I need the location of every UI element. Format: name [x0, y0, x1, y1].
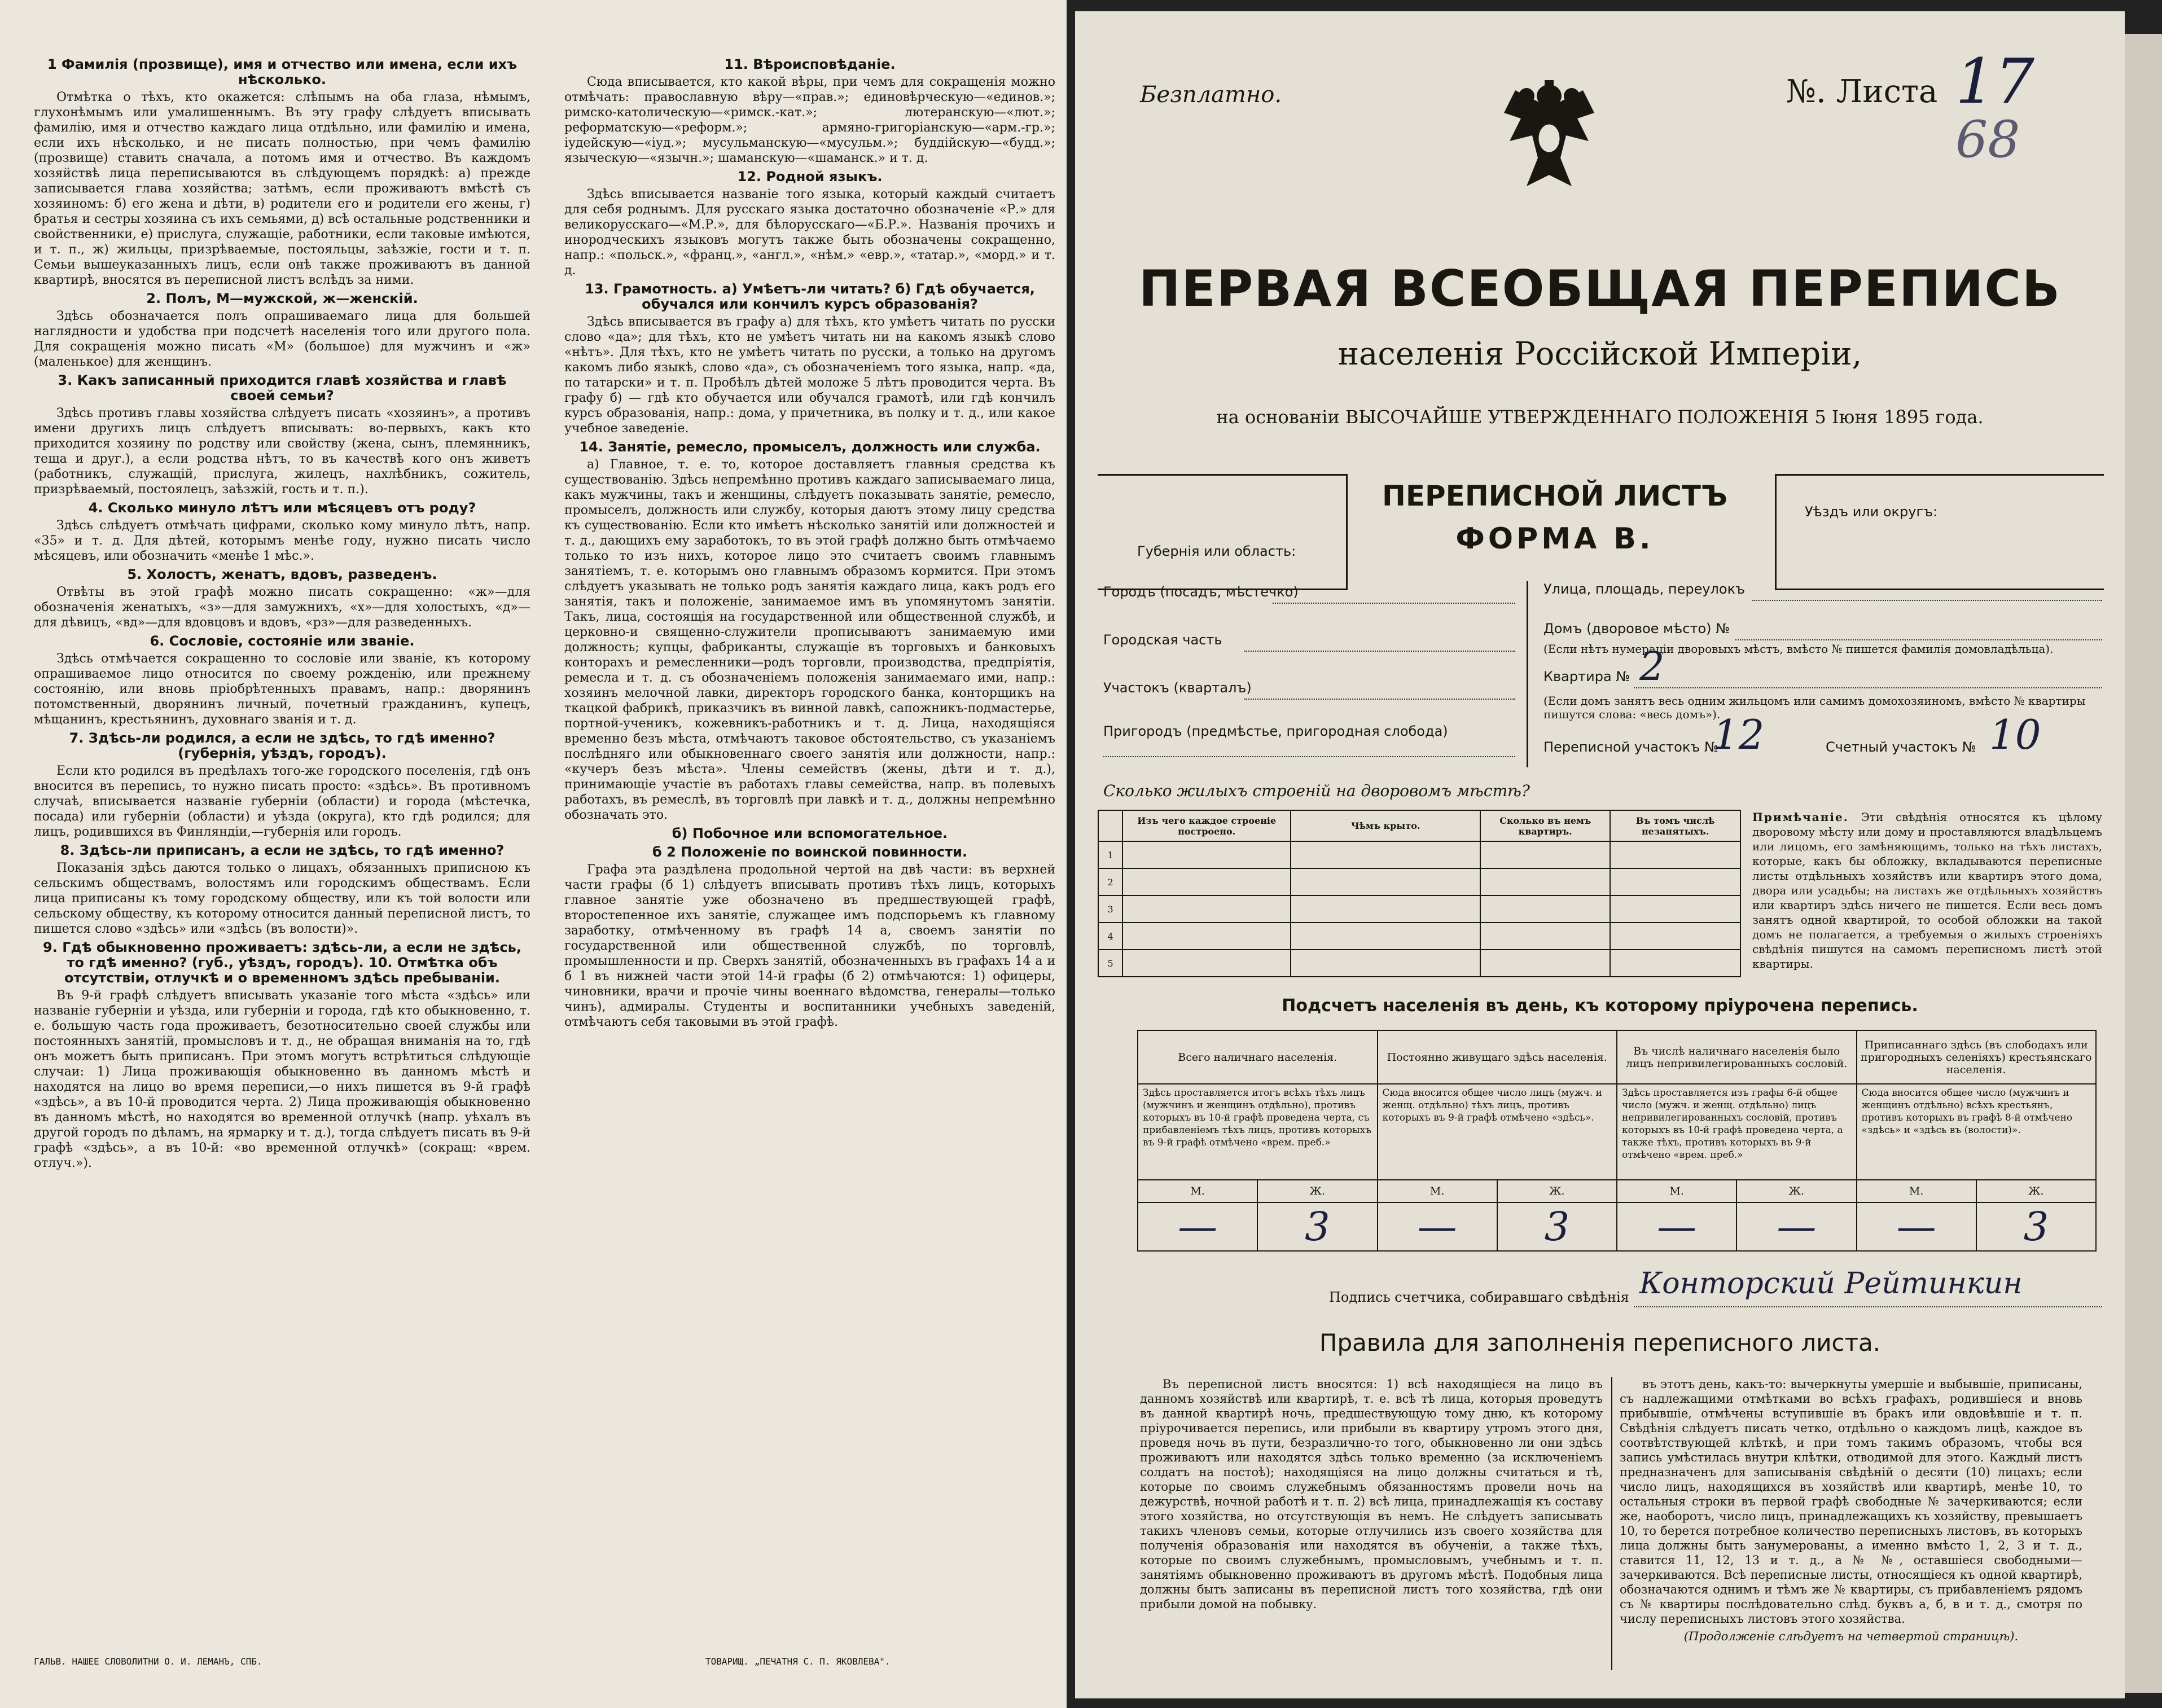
sex-f-label: Ж. — [1497, 1180, 1617, 1202]
population-count-table — [1137, 1030, 2097, 1252]
buildings-table — [1098, 810, 1741, 977]
col2-section-title: б) Побочное или вспомогательное. — [672, 826, 948, 841]
field-flat: Квартира № — [1543, 669, 1630, 684]
census-legal-basis: на основаніи ВЫСОЧАЙШЕ УТВЕРЖДЕННАГО ПОЛОЖЕНІЯ 5 Іюня 1895 года. — [1216, 406, 1984, 428]
rules-title: Правила для заполненія переписного листа. — [1319, 1329, 1881, 1356]
col1-section-text: Въ 9-й графѣ слѣдуетъ вписывать указаніе того мѣста «здѣсь» или названіе губерніи и уѣзда, или губерніи и города, гдѣ кто обыкновенно, т. е. большую часть года проживаетъ, безотносительно своей службы или постоянныхъ занятій, промысловъ и т. д., не обращая вниманія на то, гдѣ онъ можетъ быть приписанъ. При этомъ могутъ встрѣтиться слѣдующіе случаи: 1) Лица проживающія обыкновенно въ данномъ мѣстѣ и находятся на лицо во время переписи,—о нихъ пишется въ 9-й графѣ «здѣсь», а въ 10-й проводится черта. 2) Лица проживающія обыкновенно въ данномъ мѣстѣ, но находятся во временной отлучкѣ (напр. уѣхалъ въ другой городъ по дѣламъ, на ярмарку и т. д.), тогда слѣдуетъ писать въ 9-й графѣ «здѣсь», а въ 10-й: «во временной отлучкѣ» (сокращ: «врем. отлуч.»). — [34, 989, 530, 1170]
buildings-note-text: Эти свѣдѣнія относятся къ цѣлому дворовому мѣсту или дому и проставляются владѣльцемъ или лицомъ, его замѣняющимъ, только на тѣхъ листахъ, которые, какъ бы обложку, вкладываются переписные листы отдѣльныхъ хозяйствъ или квартиръ этого дома, двора или усадьбы; на листахъ же отдѣльныхъ хозяйствъ или квартиръ здѣсь ничего не пишется. Если весь домъ занятъ одной квартирой, то особой обложки на такой домъ не полагается, а требуемыя о жилыхъ строеніяхъ свѣдѣнія пишутся на самомъ переписномъ листѣ этой квартиры. — [1752, 810, 2103, 971]
count-header-resident: Постоянно живущаго здѣсь населенія. — [1378, 1030, 1617, 1084]
census-district-value: 12 — [1713, 711, 1765, 758]
count-header-nonprivileged: Въ числѣ наличнаго населенія было лицъ непривилегированныхъ сословій. — [1617, 1030, 1857, 1084]
field-suburb: Пригородъ (предмѣстье, пригородная слобода) — [1103, 723, 1448, 739]
double-headed-eagle-icon — [1493, 73, 1606, 203]
count-present-f: 3 — [1257, 1202, 1377, 1251]
col1-section-text: Отвѣты въ этой графѣ можно писать сокращенно: «ж»—для обозначенія женатыхъ, «з»—для замужнихъ, «х»—для холостыхъ, «д»—для дѣвицъ, «вд»—для вдовцовъ и вдовъ, «рз»—для разведенныхъ. — [34, 585, 530, 630]
col1-section-title: 9. Гдѣ обыкновенно проживаетъ: здѣсь-ли, а если не здѣсь, то гдѣ именно? (губ., уѣздъ, городъ). 10. Отмѣтка объ отсутствіи, отлучкѣ и о временномъ здѣсь пребываніи. — [43, 939, 521, 986]
field-census-district: Переписной участокъ № — [1543, 739, 1718, 755]
sex-f-label: Ж. — [1976, 1180, 2096, 1202]
col1-section-text: Отмѣтка о тѣхъ, кто окажется: слѣпымъ на оба глаза, нѣмымъ, глухонѣмымъ или умалишеннымъ. Въ эту графу слѣдуетъ вписывать фамилію, имя и отчество каждаго лица отдѣльно, или фамилію и имена, если ихъ нѣсколько, и не писать полностью, при чемъ фамилію (прозвище) ставить сначала, а потомъ имя и отчество. Въ каждомъ хозяйствѣ лица переписываются въ слѣдующемъ порядкѣ: а) прежде записывается глава хозяйства; затѣмъ, если проживаютъ вмѣстѣ съ хозяиномъ: б) его жена и дѣти, в) родители его и родители его жены, г) братья и сестры хозяина съ ихъ семьями, д) всѣ остальные родственники и свойственники, е) прислуга, служащіе, работники, если таковые имѣются, и т. п., ж) жильцы, призрѣваемые, постояльцы, заѣзжіе, гости и т. п. Семьи вышеуказанныхъ лицъ, если онѣ также проживаютъ въ данной квартирѣ, вносятся въ переписной листъ вслѣдъ за ними. — [34, 90, 530, 287]
left-page — [0, 0, 1067, 1708]
count-resident-m: — — [1378, 1202, 1497, 1251]
population-count-title: Подсчетъ населенія въ день, къ которому пріурочена перепись. — [1282, 996, 1918, 1016]
sex-f-label: Ж. — [1257, 1180, 1377, 1202]
uezd-label: Уѣздъ или округъ: — [1805, 504, 1938, 520]
count-nonprivileged-m: — — [1617, 1202, 1736, 1251]
buildings-note — [1752, 810, 2102, 971]
sex-m-label: М. — [1857, 1180, 1976, 1202]
census-subtitle: населенія Россійской Имперіи, — [1337, 336, 1862, 372]
col2-section-title: 11. Вѣроисповѣданіе. — [724, 56, 896, 72]
col1-section-text: Здѣсь противъ главы хозяйства слѣдуетъ писать «хозяинъ», а противъ имени другихъ лицъ слѣдуетъ вписывать: во-первыхъ, какъ кто приходится хозяину по родству или свойству (жена, сынъ, племянникъ, теща и друг.), а если родства нѣтъ, то въ качествѣ кого онъ живетъ (работникъ, служащій, прислуга, жилецъ, нахлѣбникъ, сожитель, призрѣваемый, постоялецъ, заѣзжій, гость и т. п.). — [34, 406, 530, 497]
count-desc-nonprivileged: Здѣсь проставляется изъ графы 6-й общее число (мужч. и женщ. отдѣльно) лицъ непривилегированныхъ сословій, противъ которыхъ въ 10-й графѣ проведена черта, а также тѣхъ, противъ которыхъ въ 9-й отмѣчено «врем. преб.» — [1617, 1084, 1857, 1180]
col1-section-title: 2. Полъ, М—мужской, ж—женскій. — [146, 291, 418, 306]
count-district-value: 10 — [1989, 711, 2041, 758]
rules-column-2 — [1620, 1377, 2082, 1676]
col2-section-text: Сюда вписывается, кто какой вѣры, при чемъ для сокращенія можно отмѣчать: православную вѣру—«прав.»; единовѣрческую—«единов.»; римско-католическую—«римск.-кат.»; лютеранскую—«лют.»; реформатскую—«реформ.»; армяно-григоріанскую—«арм.-гр.»; іудейскую—«іуд.»; мусульманскую—«мусульм.»; буддійскую—«будд.»; языческую—«язычн.»; шаманскую—«шаманск.» и т. д. — [564, 75, 1055, 165]
signature-value: Конторский Рейтинкин — [1639, 1267, 2023, 1301]
house-note: (Если нѣтъ нумераціи дворовыхъ мѣстъ, вмѣсто № пишется фамилія домовладѣльца). — [1543, 642, 2054, 656]
col2-section-title: б 2 Положеніе по воинской повинности. — [652, 844, 967, 860]
printer-footer-right: ТОВАРИЩ. „ПЕЧАТНЯ С. П. ЯКОВЛЕВА". — [705, 1656, 891, 1667]
rules-continued-note: (Продолженіе слѣдуетъ на четвертой страницѣ). — [1683, 1630, 2019, 1643]
col2-section-text: Здѣсь вписывается названіе того языка, который каждый считаетъ для себя роднымъ. Для русскаго языка достаточно обозначеніе «Р.» для великорусскаго—«М.Р.», для бѣлорусскаго—«Б.Р.». Названія прочихъ и инородческихъ языковъ могутъ также быть обозначены сокращенно, напр.: «польск.», «франц.», «англ.», «нѣм.» «евр.», «татар.», «морд.» и т. д. — [564, 187, 1055, 278]
count-header-present: Всего наличнаго населенія. — [1138, 1030, 1378, 1084]
printer-footer-left: ГАЛЬВ. НАШЕЕ СЛОВОЛИТНИ О. И. ЛЕМАНЪ, СПБ. — [34, 1656, 262, 1667]
buildings-row: 5 — [1098, 950, 1740, 977]
flat-value: 2 — [1639, 643, 1665, 690]
count-present-m: — — [1138, 1202, 1257, 1251]
guberniya-label: Губернія или область: — [1137, 543, 1296, 559]
census-form-page — [1075, 11, 2125, 1698]
rules-text-1: Въ переписной листъ вносятся: 1) всѣ находящіеся на лицо въ данномъ хозяйствѣ или квартирѣ, т. е. всѣ тѣ лица, которыя проведутъ въ данной квартирѣ ночь, предшествующую тому дню, къ которому пріурочивается перепись, или прибыли въ квартиру утромъ этого дня, проведя ночь въ пути, безразлично-то того, обыкновенно ли они здѣсь проживаютъ или находятся здѣсь только временно (за исключеніемъ солдатъ на постоѣ); находящіяся на лицо должны считаться и тѣ, которые по своимъ служебнымъ обязанностямъ провели ночь на дежурствѣ, ночной работѣ и т. п. 2) всѣ лица, принадлежащія къ составу этого хозяйства, но отсутствующія въ немъ. Не слѣдуетъ записывать такихъ членовъ семьи, которые отлучились изъ своего хозяйства для полученія образованія или находятся въ обученіи, а также тѣхъ, которые по своимъ служебнымъ, промысловымъ, учебнымъ и т. п. занятіямъ обыкновенно проживаютъ въ другомъ мѣстѣ. Подобныя лица должны быть записаны въ переписной листъ того хозяйства, гдѣ они прибыли домой на побывку. — [1140, 1377, 1603, 1611]
sheet-number-value: 17 — [1955, 45, 2034, 117]
field-street: Улица, площадь, переулокъ — [1543, 581, 1746, 597]
sheet-number-label: №. Листа — [1786, 73, 1938, 110]
sex-m-label: М. — [1617, 1180, 1736, 1202]
instructions-column-2 — [564, 54, 1055, 1634]
sheet-number-value-2: 68 — [1955, 110, 2020, 169]
col2-section-text: а) Главное, т. е. то, которое доставляетъ главныя средства къ существованію. Здѣсь непремѣнно противъ каждаго записываемаго лица, какъ мужчины, такъ и женщины, слѣдуетъ показывать занятіе, ремесло, промыселъ, должность или службу, которыя даютъ этому лицу средства къ существованію. Если кто имѣетъ нѣсколько занятій или должностей и т. д., дающихъ ему заработокъ, то въ этой графѣ должно быть отмѣчаемо только то изъ нихъ, которое лицо это считаетъ своимъ главнымъ занятіемъ, т. е. которымъ оно главнымъ образомъ кормится. При этомъ слѣдуетъ указывать не только родъ занятія каждаго лица, какъ родъ его занятія, такъ и положеніе, занимаемое имъ въ упомянутомъ занятіи. Такъ, лица, состоящія на государственной или общественной службѣ, и церковно-и священно-служители прописываютъ занимаемую ими должность; купцы, фабриканты, служащіе въ торговыхъ и банковыхъ конторахъ и ремесленники—родъ торговли, производства, предпріятія, ремесла и т. д. съ обозначеніемъ положенія занимаемаго ими, напр.: хозяинъ мелочной лавки, директоръ городского банка, конторщикъ на ткацкой фабрикѣ, приказчикъ въ винной лавкѣ, сапожникъ-подмастерье, портной-ученикъ, кожевникъ-работникъ и т. д. Лица, находящіяся временно безъ мѣста, отмѣчаютъ таковое обстоятельство, съ указаніемъ послѣдняго или обыкновеннаго своего занятія или должности, напр.: «кучеръ безъ мѣста». Члены семействъ (жены, дѣти и т. д.), принимающіе участіе въ работахъ главы семейства, напр. въ полевыхъ работахъ, въ ремеслѣ, въ торговлѣ при лавкѣ и т. д., должны непремѣнно обозначать это. — [564, 458, 1055, 822]
field-house: Домъ (дворовое мѣсто) № — [1543, 621, 1730, 636]
form-title: ФОРМА В. — [1455, 522, 1654, 556]
buildings-header-roof: Чѣмъ крыто. — [1291, 810, 1480, 841]
count-peasants-m: — — [1857, 1202, 1976, 1251]
uezd-box — [1775, 474, 2104, 590]
buildings-question: Сколько жилыхъ строеній на дворовомъ мѣстѣ? — [1103, 781, 1530, 800]
sex-f-label: Ж. — [1736, 1180, 1856, 1202]
count-desc-peasants: Сюда вносится общее число (мужчинъ и женщинъ отдѣльно) всѣхъ крестьянъ, противъ которыхъ въ графѣ 8-й отмѣчено «здѣсь» и «здѣсь въ (волости)». — [1857, 1084, 2097, 1180]
col1-section-title: 8. Здѣсь-ли приписанъ, а если не здѣсь, то гдѣ именно? — [60, 842, 505, 858]
col1-section-text: Здѣсь обозначается полъ опрашиваемаго лица для большей наглядности и удобства при подсчетѣ населенія того или другого пола. Для сокращенія можно писать «М» (большое) для мужчинъ и «ж» (маленькое) для женщинъ. — [34, 309, 530, 369]
col1-section-title: 4. Сколько минуло лѣтъ или мѣсяцевъ отъ роду? — [88, 500, 476, 516]
col2-section-title: 12. Родной языкъ. — [737, 169, 883, 185]
field-city-part: Городская часть — [1103, 632, 1222, 648]
flat-note: (Если домъ занятъ весь одним жильцомъ или самимъ домохозяиномъ, вмѣсто № квартиры пишутся слова: «весь домъ»). — [1543, 694, 2086, 721]
buildings-header-vacant: Въ томъ числѣ незанятыхъ. — [1610, 810, 1740, 841]
sex-m-label: М. — [1138, 1180, 1257, 1202]
col2-section-text: Здѣсь вписывается въ графу а) для тѣхъ, кто умѣетъ читать по русски слово «да»; для тѣхъ, кто не умѣетъ читать ни на какомъ языкѣ слово «нѣтъ». Для тѣхъ, кто не умѣетъ читать по русски, а только на другомъ какомъ либо языкѣ, слово «да», съ обозначеніемъ того языка, напр. «да, по татарски» и т. п. Пробѣлъ дѣтей моложе 5 лѣтъ проводится черта. Въ графу б) — гдѣ кто обучается или обучался грамотѣ, или гдѣ кончилъ курсъ образованія, напр.: дома, у причетника, въ полку и т. д., или какое учебное заведеніе. — [564, 315, 1055, 436]
col1-section-text: Если кто родился въ предѣлахъ того-же городского поселенія, гдѣ онъ вносится въ перепись, то нужно писать просто: «здѣсь». Въ противномъ случаѣ, вписывается названіе губерніи (области) и города (мѣстечка, посада) или губерніи (области) и уѣзда (округа), кто гдѣ родился; для лицъ, родившихся въ Финляндіи,—губернія или городъ. — [34, 764, 530, 839]
field-district: Участокъ (кварталъ) — [1103, 680, 1252, 696]
field-city: Городъ (посадъ, мѣстечко) — [1103, 584, 1299, 600]
free-label: Безплатно. — [1140, 82, 1282, 108]
count-header-peasants: Приписаннаго здѣсь (въ слободахъ или пригородныхъ селеніяхъ) крестьянскаго населенія. — [1857, 1030, 2097, 1084]
count-nonprivileged-f: — — [1736, 1202, 1856, 1251]
count-resident-f: 3 — [1497, 1202, 1617, 1251]
count-desc-present: Здѣсь проставляется итогъ всѣхъ тѣхъ лицъ (мужчинъ и женщинъ отдѣльно), противъ которыхъ въ 10-й графѣ проведена черта, съ прибавленіемъ тѣхъ лицъ, противъ которыхъ въ 9-й графѣ отмѣчено «врем. преб.» — [1138, 1084, 1378, 1180]
col1-section-title: 3. Какъ записанный приходится главѣ хозяйства и главѣ своей семьи? — [58, 372, 507, 403]
buildings-note-title: Примѣчаніе. — [1752, 810, 1849, 824]
buildings-row: 4 — [1098, 923, 1740, 950]
col1-section-title: 7. Здѣсь-ли родился, а если не здѣсь, то гдѣ именно? (губернія, уѣздъ, городъ). — [69, 730, 495, 761]
buildings-header-flats: Сколько въ немъ квартиръ. — [1480, 810, 1610, 841]
col2-section-title: 14. Занятіе, ремесло, промыселъ, должность или служба. — [579, 439, 1041, 455]
buildings-row: 2 — [1098, 868, 1740, 895]
rules-column-1 — [1140, 1377, 1603, 1676]
guberniya-box — [1098, 474, 1348, 590]
rules-text-2: въ этотъ день, какъ-то: вычеркнуты умершіе и выбывшіе, приписаны, съ надлежащими отмѣтками во всѣхъ графахъ, родившіеся и вновь прибывшіе, отмѣчены вступившіе въ бракъ или овдовѣвшіе и т. п. Свѣдѣнія слѣдуетъ писать четко, отдѣльно о каждомъ лицѣ, каждое въ соотвѣтствующей клѣткѣ, и при томъ такимъ образомъ, чтобы вся запись умѣстилась внутри клѣтки, отводимой для этого. Каждый листъ предназначенъ для записыванія свѣдѣній о десяти (10) лицахъ; если число лицъ, находящихся въ хозяйствѣ или квартирѣ, менѣе 10, то остальныя строки въ первой графѣ свободные № зачеркиваются; если же, наоборотъ, число лицъ, принадлежащихъ къ хозяйству, превышаетъ 10, то берется потребное количество переписныхъ листовъ, въ которыхъ лица должны быть занумерованы, а именно вмѣсто 1, 2, 3 и т. д., ставится 11, 12, 13 и т. д., а № №, оставшіеся свободными—зачеркиваются. Всѣ переписные листы, относящіеся къ одной квартирѣ, обозначаются однимъ и тѣмъ же № квартиры, съ прибавленіемъ рядомъ съ № квартиры послѣдовательно слѣд. буквъ а, б, в и т. д., смотря по числу переписныхъ листовъ этого хозяйства. — [1620, 1377, 2082, 1626]
signature-label: Подпись счетчика, собиравшаго свѣдѣнія — [1329, 1289, 1629, 1305]
census-sheet-title: ПЕРЕПИСНОЙ ЛИСТЪ — [1382, 480, 1727, 512]
col1-section-text: Показанія здѣсь даются только о лицахъ, обязанныхъ приписною къ сельскимъ обществамъ, волостямъ или городскимъ обществамъ. Если лица приписаны къ тому городскому обществу, или къ той волости или сельскому обществу, къ которому относится данный переписной листъ, то пишется слово «здѣсь» или «здѣсь (въ волости)». — [34, 861, 530, 936]
buildings-row: 3 — [1098, 895, 1740, 923]
sex-m-label: М. — [1378, 1180, 1497, 1202]
col1-section-text: Здѣсь отмѣчается сокращенно то сословіе или званіе, къ которому опрашиваемое лицо относится по своему рожденію, или прежнему состоянію, или вновь пріобрѣтенныхъ правамъ, напр.: дворянинъ потомственный, дворянинъ личный, почетный гражданинъ, купецъ, мѣщанинъ, крестьянинъ, духовнаго званія и т. д. — [34, 652, 530, 727]
count-desc-resident: Сюда вносится общее число лицъ (мужч. и женщ. отдѣльно) тѣхъ лицъ, противъ которыхъ въ 9-й графѣ отмѣчено «здѣсь». — [1378, 1084, 1617, 1180]
page-edge — [2125, 34, 2162, 1693]
buildings-header-material: Изъ чего каждое строеніе построено. — [1122, 810, 1291, 841]
col1-section-text: Здѣсь слѣдуетъ отмѣчать цифрами, сколько кому минуло лѣтъ, напр. «35» и т. д. Для дѣтей, которымъ менѣе году, нужно писать число мѣсяцевъ, или обозначить «менѣе 1 мѣс.». — [34, 519, 530, 563]
field-count-district: Счетный участокъ № — [1826, 739, 1976, 755]
buildings-row: 1 — [1098, 841, 1740, 868]
col1-section-title: 6. Сословіе, состояніе или званіе. — [150, 633, 415, 649]
col2-section-text: Графа эта раздѣлена продольной чертой на двѣ части: въ верхней части графы (б 1) слѣдуетъ вписывать противъ тѣхъ лицъ, которыхъ главное занятіе уже обозначено въ предшествующей графѣ, второстепенное ихъ занятіе, служащее имъ подспорьемъ къ главному заработку, отмѣченному въ графѣ 14 а, своемъ занятіи по государственной или общественной службѣ, по торговлѣ, промышленности и пр. Сверхъ занятій, обозначенныхъ въ графахъ 14 а и б 1 въ нижней части этой 14-й графы (б 2) отмѣчаются: 1) офицеры, чиновники, врачи и прочіе чины военнаго вѣдомства, генералы—только чинъ), адмиралы. Студенты и воспитанники учебныхъ заведеній, отмѣчаютъ себя таковыми въ этой графѣ. — [564, 863, 1055, 1029]
census-title: ПЕРВАЯ ВСЕОБЩАЯ ПЕРЕПИСЬ — [1139, 260, 2061, 318]
col1-section-title: 1 Фамилія (прозвище), имя и отчество или имена, если ихъ нѣсколько. — [47, 56, 518, 87]
col2-section-title: 13. Грамотность. а) Умѣетъ-ли читать? б) Гдѣ обучается, обучался или кончилъ курсъ образованія? — [585, 281, 1035, 312]
count-peasants-f: 3 — [1976, 1202, 2096, 1251]
col1-section-title: 5. Холостъ, женатъ, вдовъ, разведенъ. — [127, 567, 437, 582]
instructions-column-1 — [34, 54, 530, 1634]
